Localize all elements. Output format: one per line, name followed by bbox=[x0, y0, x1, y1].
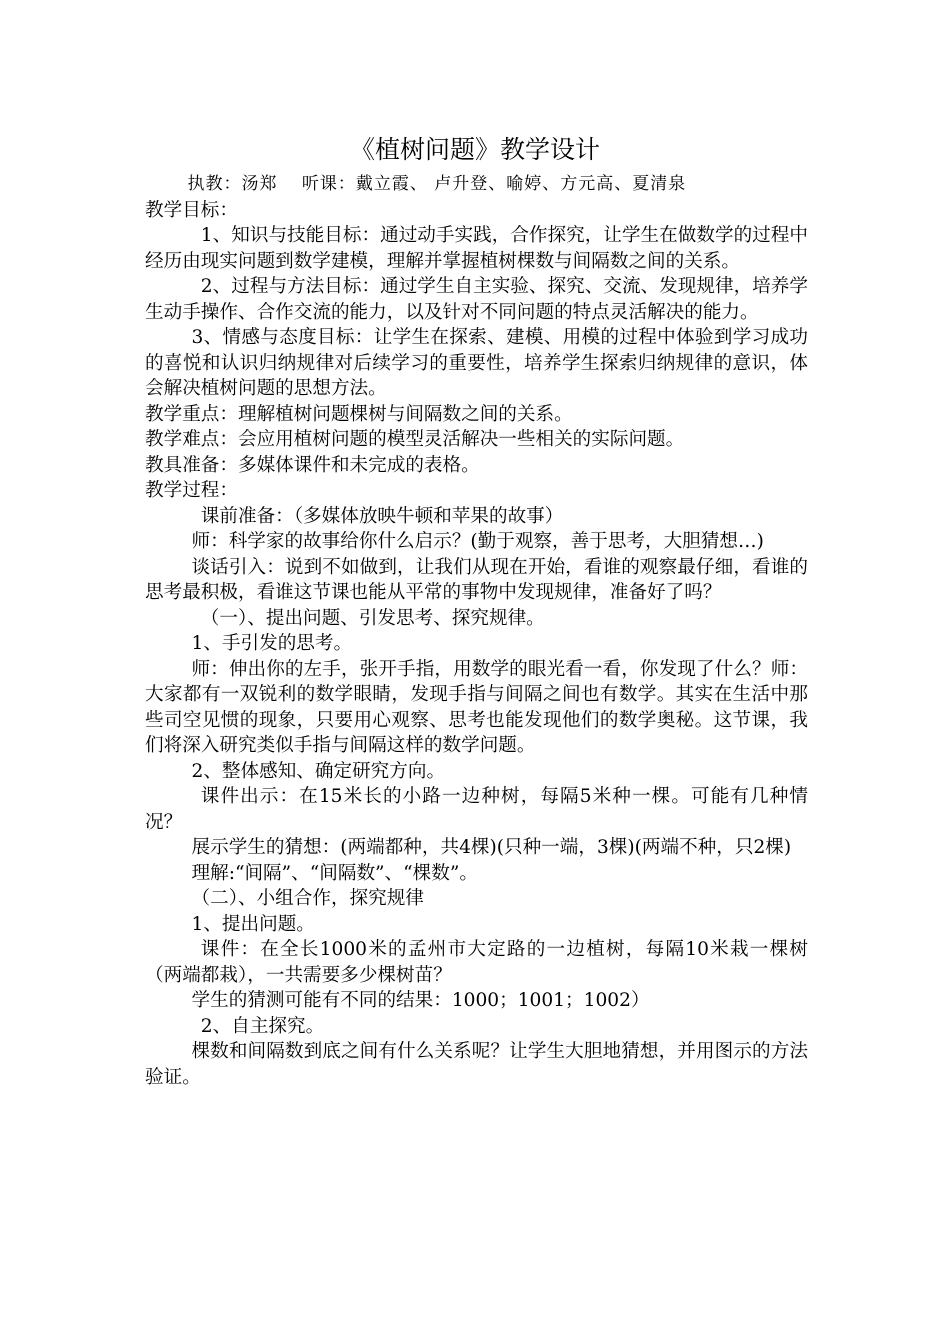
paragraph: （一）、提出问题、引发思考、探究规律。 bbox=[200, 607, 545, 629]
paragraph: 课件：在全长1000米的孟州市大定路的一边植树，每隔10米栽一棵树（两端都栽），一共需要多少棵树苗？ bbox=[145, 939, 808, 986]
paragraph: 1、提出问题。 bbox=[191, 913, 315, 935]
paragraph: 2、自主探究。 bbox=[200, 1015, 325, 1037]
paragraph: 棵数和间隔数到底之间有什么关系呢？让学生大胆地猜想，并用图示的方法验证。 bbox=[145, 1041, 808, 1088]
paragraph: 教学目标： bbox=[145, 199, 238, 221]
paragraph: 学生的猜测可能有不同的结果：1000；1001；1002） bbox=[191, 990, 650, 1011]
paragraph: 2、整体感知、确定研究方向。 bbox=[191, 760, 446, 782]
paragraph: 2、过程与方法目标：通过学生自主实验、探究、交流、发现规律，培养学生动手操作、合作交流的能力，以及针对不同问题的特点灵活解决的能力。 bbox=[145, 276, 808, 323]
paragraph: 教学难点：会应用植树问题的模型灵活解决一些相关的实际问题。 bbox=[145, 429, 685, 450]
paragraph: 教学重点：理解植树问题棵树与间隔数之间的关系。 bbox=[145, 403, 573, 425]
document-title: 《植树问题》教学设计 bbox=[349, 135, 600, 164]
paragraph: 课件出示：在15米长的小路一边种树，每隔5米种一棵。可能有几种情况？ bbox=[145, 786, 808, 833]
paragraph: 师：伸出你的左手，张开手指，用数学的眼光看一看，你发现了什么？师：大家都有一双锐利的数学眼睛，发现手指与间隔之间也有数学。其实在生活中那些司空见惯的现象，只要用心观察、思考也能发现他们的数学奥秘。这节课，我们将深入研究类似手指与间隔这样的数学问题。 bbox=[145, 658, 808, 756]
paragraph: 3、情感与态度目标：让学生在探索、建模、用模的过程中体验到学习成功的喜悦和认识归纳规律对后续学习的重要性，培养学生探索归纳规律的意识，体会解决植树问题的思想方法。 bbox=[145, 327, 808, 399]
paragraph: （二）、小组合作，探究规律 bbox=[191, 888, 424, 909]
paragraph: 课前准备：（多媒体放映牛顿和苹果的故事） bbox=[200, 505, 564, 527]
paragraph: 展示学生的猜想：(两端都种，共4棵)(只种一端，3棵)(两端不种，只2棵) bbox=[191, 837, 792, 858]
paragraph: 教具准备：多媒体课件和未完成的表格。 bbox=[145, 454, 480, 476]
paragraph: 1、知识与技能目标：通过动手实践，合作探究，让学生在做数学的过程中经历由现实问题到数学建模，理解并掌握植树棵数与间隔数之间的关系。 bbox=[145, 225, 808, 272]
paragraph: 教学过程： bbox=[145, 480, 238, 501]
paragraph: 谈话引入：说到不如做到，让我们从现在开始，看谁的观察最仔细，看谁的思考最积极，看谁这节课也能从平常的事物中发现规律，准备好了吗？ bbox=[145, 556, 808, 603]
teacher-line: 执教：汤郑 听课：戴立霞、 卢升登、喻婷、方元高、夏清泉 bbox=[187, 174, 687, 194]
paragraph: 理解:“间隔”、“间隔数”、“棵数”。 bbox=[191, 862, 478, 884]
paragraph: 1、手引发的思考。 bbox=[191, 633, 353, 654]
paragraph: 师：科学家的故事给你什么启示？(勤于观察，善于思考，大胆猜想…) bbox=[191, 531, 764, 552]
document-body bbox=[145, 172, 808, 1090]
